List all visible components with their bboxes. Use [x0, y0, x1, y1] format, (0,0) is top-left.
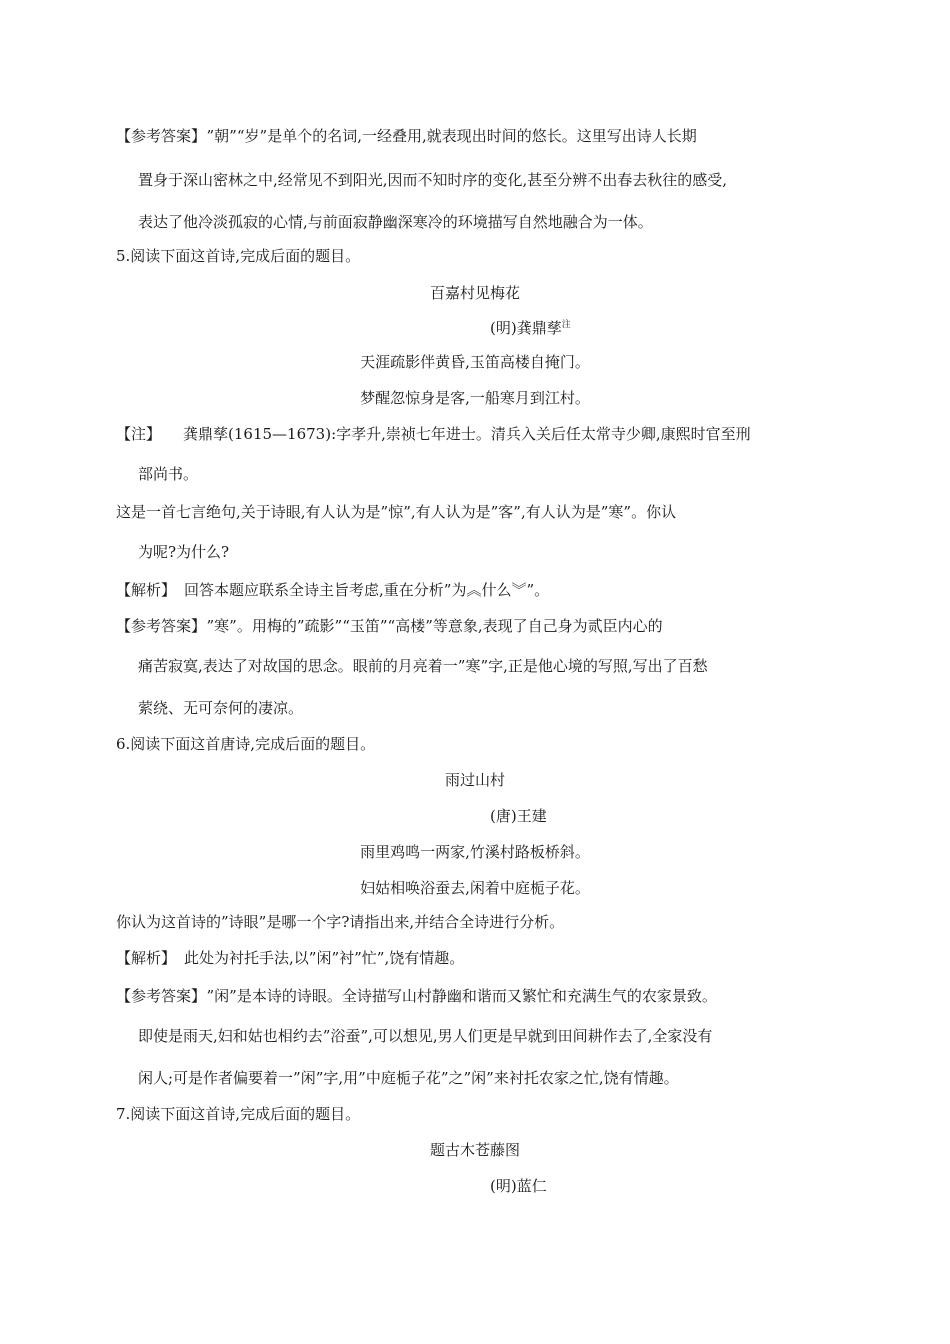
- answer-line: 置身于深山密林之中,经常见不到阳光,因而不知时序的变化,甚至分辨不出春去秋往的感受,: [138, 171, 728, 189]
- analysis-tag: 【解析】: [116, 949, 177, 967]
- note-line: 【注】 龚鼎孳(1615—1673):字孝升,崇祯七年进士。清兵入关后任太常寺少卿,康熙时官至刑: [116, 425, 751, 443]
- answer-tag: 【参考答案】: [116, 617, 199, 635]
- poem-verse: 天涯疏影伴黄昏,玉笛高楼自掩门。: [360, 353, 590, 371]
- poem-title: 百嘉村见梅花: [429, 284, 520, 302]
- answer-line: 萦绕、无可奈何的凄凉。: [138, 699, 304, 717]
- poem-author: (明)龚鼎孳$^注$: [490, 319, 571, 337]
- poem-verse: 雨里鸡鸣一两家,竹溪村路板桥斜。: [360, 843, 590, 861]
- note-line: 部尚书。: [138, 465, 199, 483]
- poem-verse: 妇姑相唤浴蚕去,闲着中庭栀子花。: [360, 879, 590, 897]
- poem-title: 雨过山村: [444, 771, 505, 789]
- prompt-line: 你认为这首诗的”诗眼”是哪一个字?请指出来,并结合全诗进行分析。: [116, 913, 565, 931]
- poem-title: 题古木苍藤图: [429, 1141, 520, 1159]
- answer-tag: 【参考答案】: [116, 987, 199, 1005]
- answer-line: 【参考答案】 ”寒”。用梅的”疏影”“玉笛”“高楼”等意象,表现了自己身为贰臣内心的: [116, 617, 663, 635]
- prompt-line: 这是一首七言绝句,关于诗眼,有人认为是”惊”,有人认为是”客”,有人认为是”寒”。你认: [116, 503, 677, 521]
- note-tag: 【注】: [116, 425, 162, 443]
- answer-line: 闲人;可是作者偏要着一”闲”字,用”中庭栀子花”之”闲”来衬托农家之忙,饶有情趣。: [138, 1069, 679, 1087]
- note-mark: 注: [561, 320, 571, 330]
- answer-line: 【参考答案】 ”朝”“岁”是单个的名词,一经叠用,就表现出时间的悠长。这里写出诗人长期: [116, 127, 697, 145]
- poem-author: (唐)王建: [490, 807, 547, 825]
- question-5: 5.阅读下面这首诗,完成后面的题目。: [116, 247, 361, 265]
- answer-line: 表达了他冷淡孤寂的心情,与前面寂静幽深寒冷的环境描写自然地融合为一体。: [138, 213, 653, 231]
- analysis-line: 【解析】 回答本题应联系全诗主旨考虑,重在分析”为︽什么︾”。: [116, 581, 550, 599]
- prompt-line: 为呢?为什么?: [138, 543, 230, 561]
- question-6: 6.阅读下面这首唐诗,完成后面的题目。: [116, 735, 376, 753]
- analysis-tag: 【解析】: [116, 581, 177, 599]
- answer-line: 痛苦寂寞,表达了对故国的思念。眼前的月亮着一”寒”字,正是他心境的写照,写出了百愁: [138, 657, 708, 675]
- question-7: 7.阅读下面这首诗,完成后面的题目。: [116, 1105, 361, 1123]
- answer-tag: 【参考答案】: [116, 127, 199, 145]
- poem-author: (明)蓝仁: [490, 1177, 547, 1195]
- answer-line: 即使是雨天,妇和姑也相约去”浴蚕”,可以想见,男人们更是早就到田间耕作去了,全家没有: [138, 1027, 713, 1045]
- analysis-line: 【解析】 此处为衬托手法,以”闲”衬”忙”,饶有情趣。: [116, 949, 465, 967]
- poem-verse: 梦醒忽惊身是客,一船寒月到江村。: [360, 389, 590, 407]
- answer-line: 【参考答案】 ”闲”是本诗的诗眼。全诗描写山村静幽和谐而又繁忙和充满生气的农家景致。: [116, 987, 717, 1005]
